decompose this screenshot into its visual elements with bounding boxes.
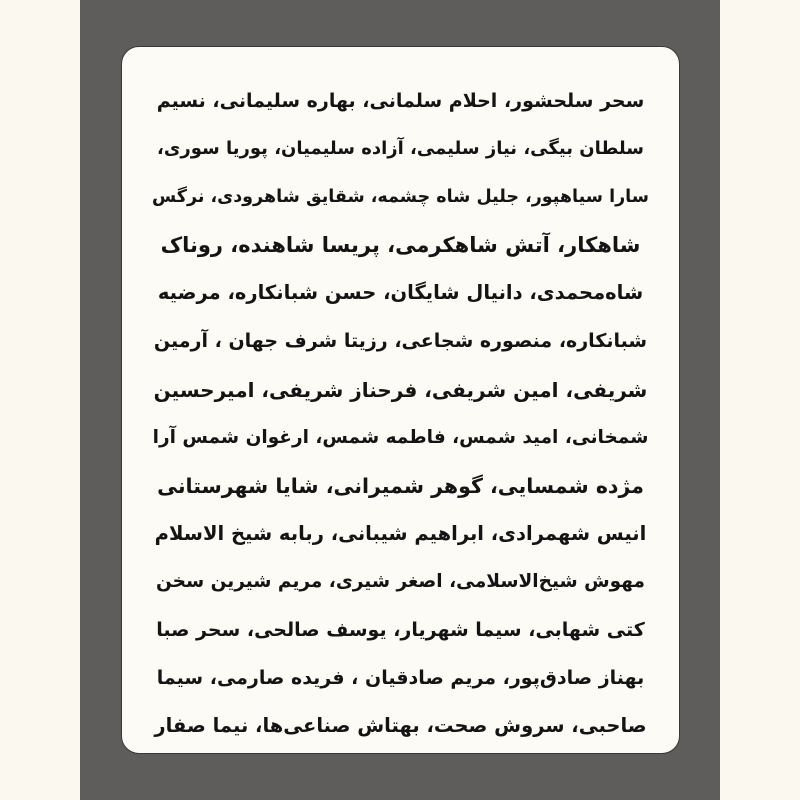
- names-line: سحر سلحشور، احلام سلمانی، بهاره سلیمانی، نسیم: [156, 90, 645, 112]
- names-line: سارا سیاهپور، جلیل شاه چشمه، شقایق شاهرودی، نرگس: [152, 187, 649, 208]
- names-line: مژده شمسایی، گوهر شمیرانی، شایا شهرستانی: [157, 473, 644, 498]
- names-line: شاه‌محمدی، دانیال شایگان، حسن شبانکاره، مرضیه: [157, 281, 644, 305]
- names-line: کتی شهابی، سیما شهریار، یوسف صالحی، سحر صبا: [156, 619, 645, 642]
- names-line: سلطان بیگی، نیاز سلیمی، آزاده سلیمیان، پوریا سوری،: [157, 138, 644, 160]
- names-line: شمخانی، امید شمس، فاطمه شمس، ارغوان شمس آرا: [152, 426, 649, 448]
- names-line: شاهکار، آتش شاهکرمی، پریسا شاهنده، روناک: [160, 233, 641, 258]
- names-line: شبانکاره، منصوره شجاعی، رزیتا شرف جهان ، آرمین: [153, 330, 648, 353]
- names-line: شریفی، امین شریفی، فرحناز شریفی، امیرحسین: [153, 377, 648, 402]
- names-list: [122, 77, 679, 750]
- names-line: انیس شهمرادی، ابراهیم شیبانی، ربابه شیخ الاسلام: [154, 521, 647, 545]
- names-line: مهوش شیخ‌الاسلامی، اصغر شیری، مریم شیرین سخن: [156, 570, 645, 592]
- names-line: صاحبی، سروش صحت، بهتاش صناعی‌ها، نیما صفار: [154, 714, 647, 738]
- names-line: بهناز صادق‌پور، مریم صادقیان ، فریده صارمی، سیما: [156, 667, 645, 690]
- names-card: [121, 46, 680, 754]
